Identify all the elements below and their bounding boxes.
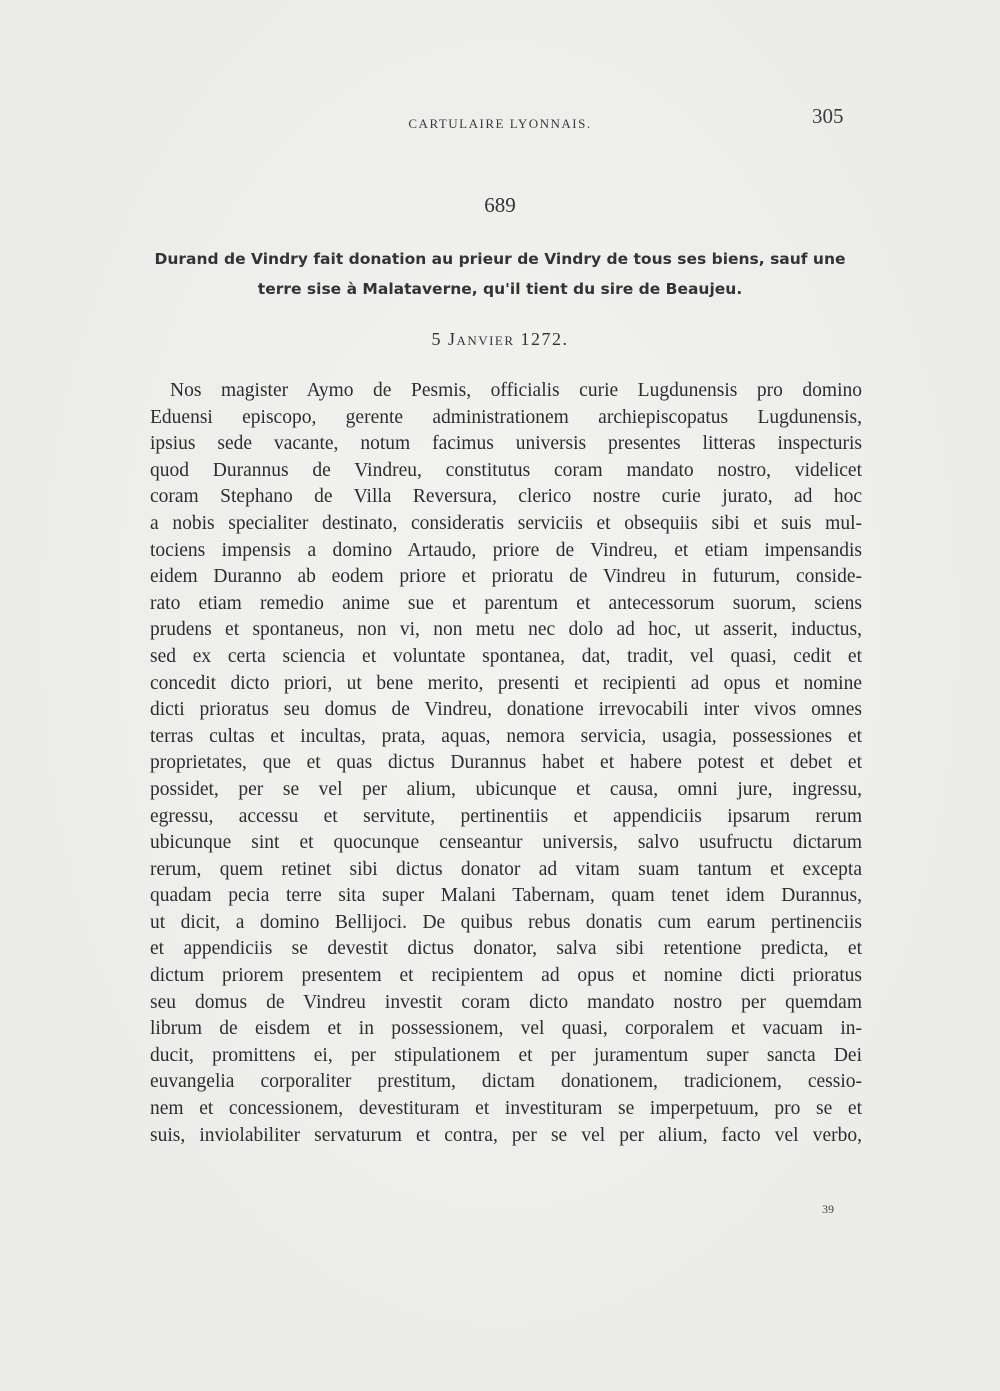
document-summary: [140, 244, 860, 304]
running-title: CARTULAIRE LYONNAIS.: [408, 116, 592, 131]
body-line: tociens impensis a domino Artaudo, priore de Vindreu, et etiam impensandis: [150, 539, 862, 561]
body-line: coram Stephano de Villa Reversura, clerico nostre curie jurato, ad hoc: [150, 486, 862, 508]
body-line: dicti prioratus seu domus de Vindreu, donatione irrevocabili inter vivos omnes: [150, 699, 862, 721]
body-line: possidet, per se vel per alium, ubicunque et causa, omni jure, ingressu,: [150, 778, 862, 800]
page-number: 305: [812, 104, 844, 128]
body-line: ut dicit, a domino Bellijoci. De quibus rebus donatis cum earum pertinenciis: [150, 911, 862, 933]
document-number: 689: [484, 193, 516, 217]
body-line: nem et concessionem, devestituram et investituram se imperpetuum, pro se et: [150, 1098, 862, 1120]
body-line: prudens et spontaneus, non vi, non metu nec dolo ad hoc, ut asserit, inductus,: [150, 619, 862, 641]
body-line: euvangelia corporaliter prestitum, dictam donationem, tradicionem, cessio-: [150, 1071, 862, 1093]
body-line: eidem Duranno ab eodem priore et prioratu de Vindreu in futurum, conside-: [150, 566, 862, 588]
body-line: librum de eisdem et in possessionem, vel quasi, corporalem et vacuam in-: [150, 1018, 862, 1040]
body-line: quadam pecia terre sita super Malani Tabernam, quam tenet idem Durannus,: [150, 885, 862, 907]
body-line: a nobis specialiter destinato, consideratis serviciis et obsequiis sibi et suis mul-: [150, 512, 862, 534]
body-line: egressu, accessu et servitute, pertinentiis et appendiciis ipsarum rerum: [150, 805, 862, 827]
body-line: ipsius sede vacante, notum facimus universis presentes litteras inspecturis: [150, 433, 862, 455]
signature-mark: 39: [822, 1202, 834, 1216]
body-line: Eduensi episcopo, gerente administrationem archiepiscopatus Lugdunensis,: [150, 406, 862, 428]
body-line: concedit dicto priori, ut bene merito, presenti et recipienti ad opus et nomine: [150, 672, 862, 694]
summary-line: terre sise à Malataverne, qu'il tient du sire de Beaujeu.: [257, 280, 743, 298]
body-line: rato etiam remedio anime sue et parentum et antecessorum suorum, sciens: [150, 592, 862, 614]
body-line: et appendiciis se devestit dictus donator, salva sibi retentione predicta, et: [150, 938, 862, 960]
body-line: suis, inviolabiliter servaturum et contra, per se vel per alium, facto vel verbo,: [150, 1124, 862, 1146]
body-line: dictum priorem presentem et recipientem ad opus et nomine dicti prioratus: [150, 965, 862, 987]
body-line: rerum, quem retinet sibi dictus donator ad vitam suam tantum et excepta: [150, 858, 862, 880]
body-line: sed ex certa sciencia et voluntate spontanea, dat, tradit, vel quasi, cedit et: [150, 645, 862, 667]
document-body: [150, 378, 862, 1149]
body-line: seu domus de Vindreu investit coram dicto mandato nostro per quemdam: [150, 991, 862, 1013]
body-line: quod Durannus de Vindreu, constitutus coram mandato nostro, videlicet: [150, 459, 862, 481]
body-line: ubicunque sint et quocunque censeantur universis, salvo usufructu dictarum: [150, 832, 862, 854]
body-line: terras cultas et incultas, prata, aquas, nemora servicia, usagia, possessiones et: [150, 725, 862, 747]
body-line: ducit, promittens ei, per stipulationem et per juramentum super sancta Dei: [150, 1044, 862, 1066]
body-line: Nos magister Aymo de Pesmis, officialis curie Lugdunensis pro domino: [170, 380, 862, 401]
summary-line: Durand de Vindry fait donation au prieur de Vindry de tous ses biens, sauf une: [154, 250, 846, 268]
body-line: proprietates, que et quas dictus Durannus habet et habere potest et debet et: [150, 752, 862, 774]
document-date: 5 Janvier 1272.: [431, 329, 569, 349]
